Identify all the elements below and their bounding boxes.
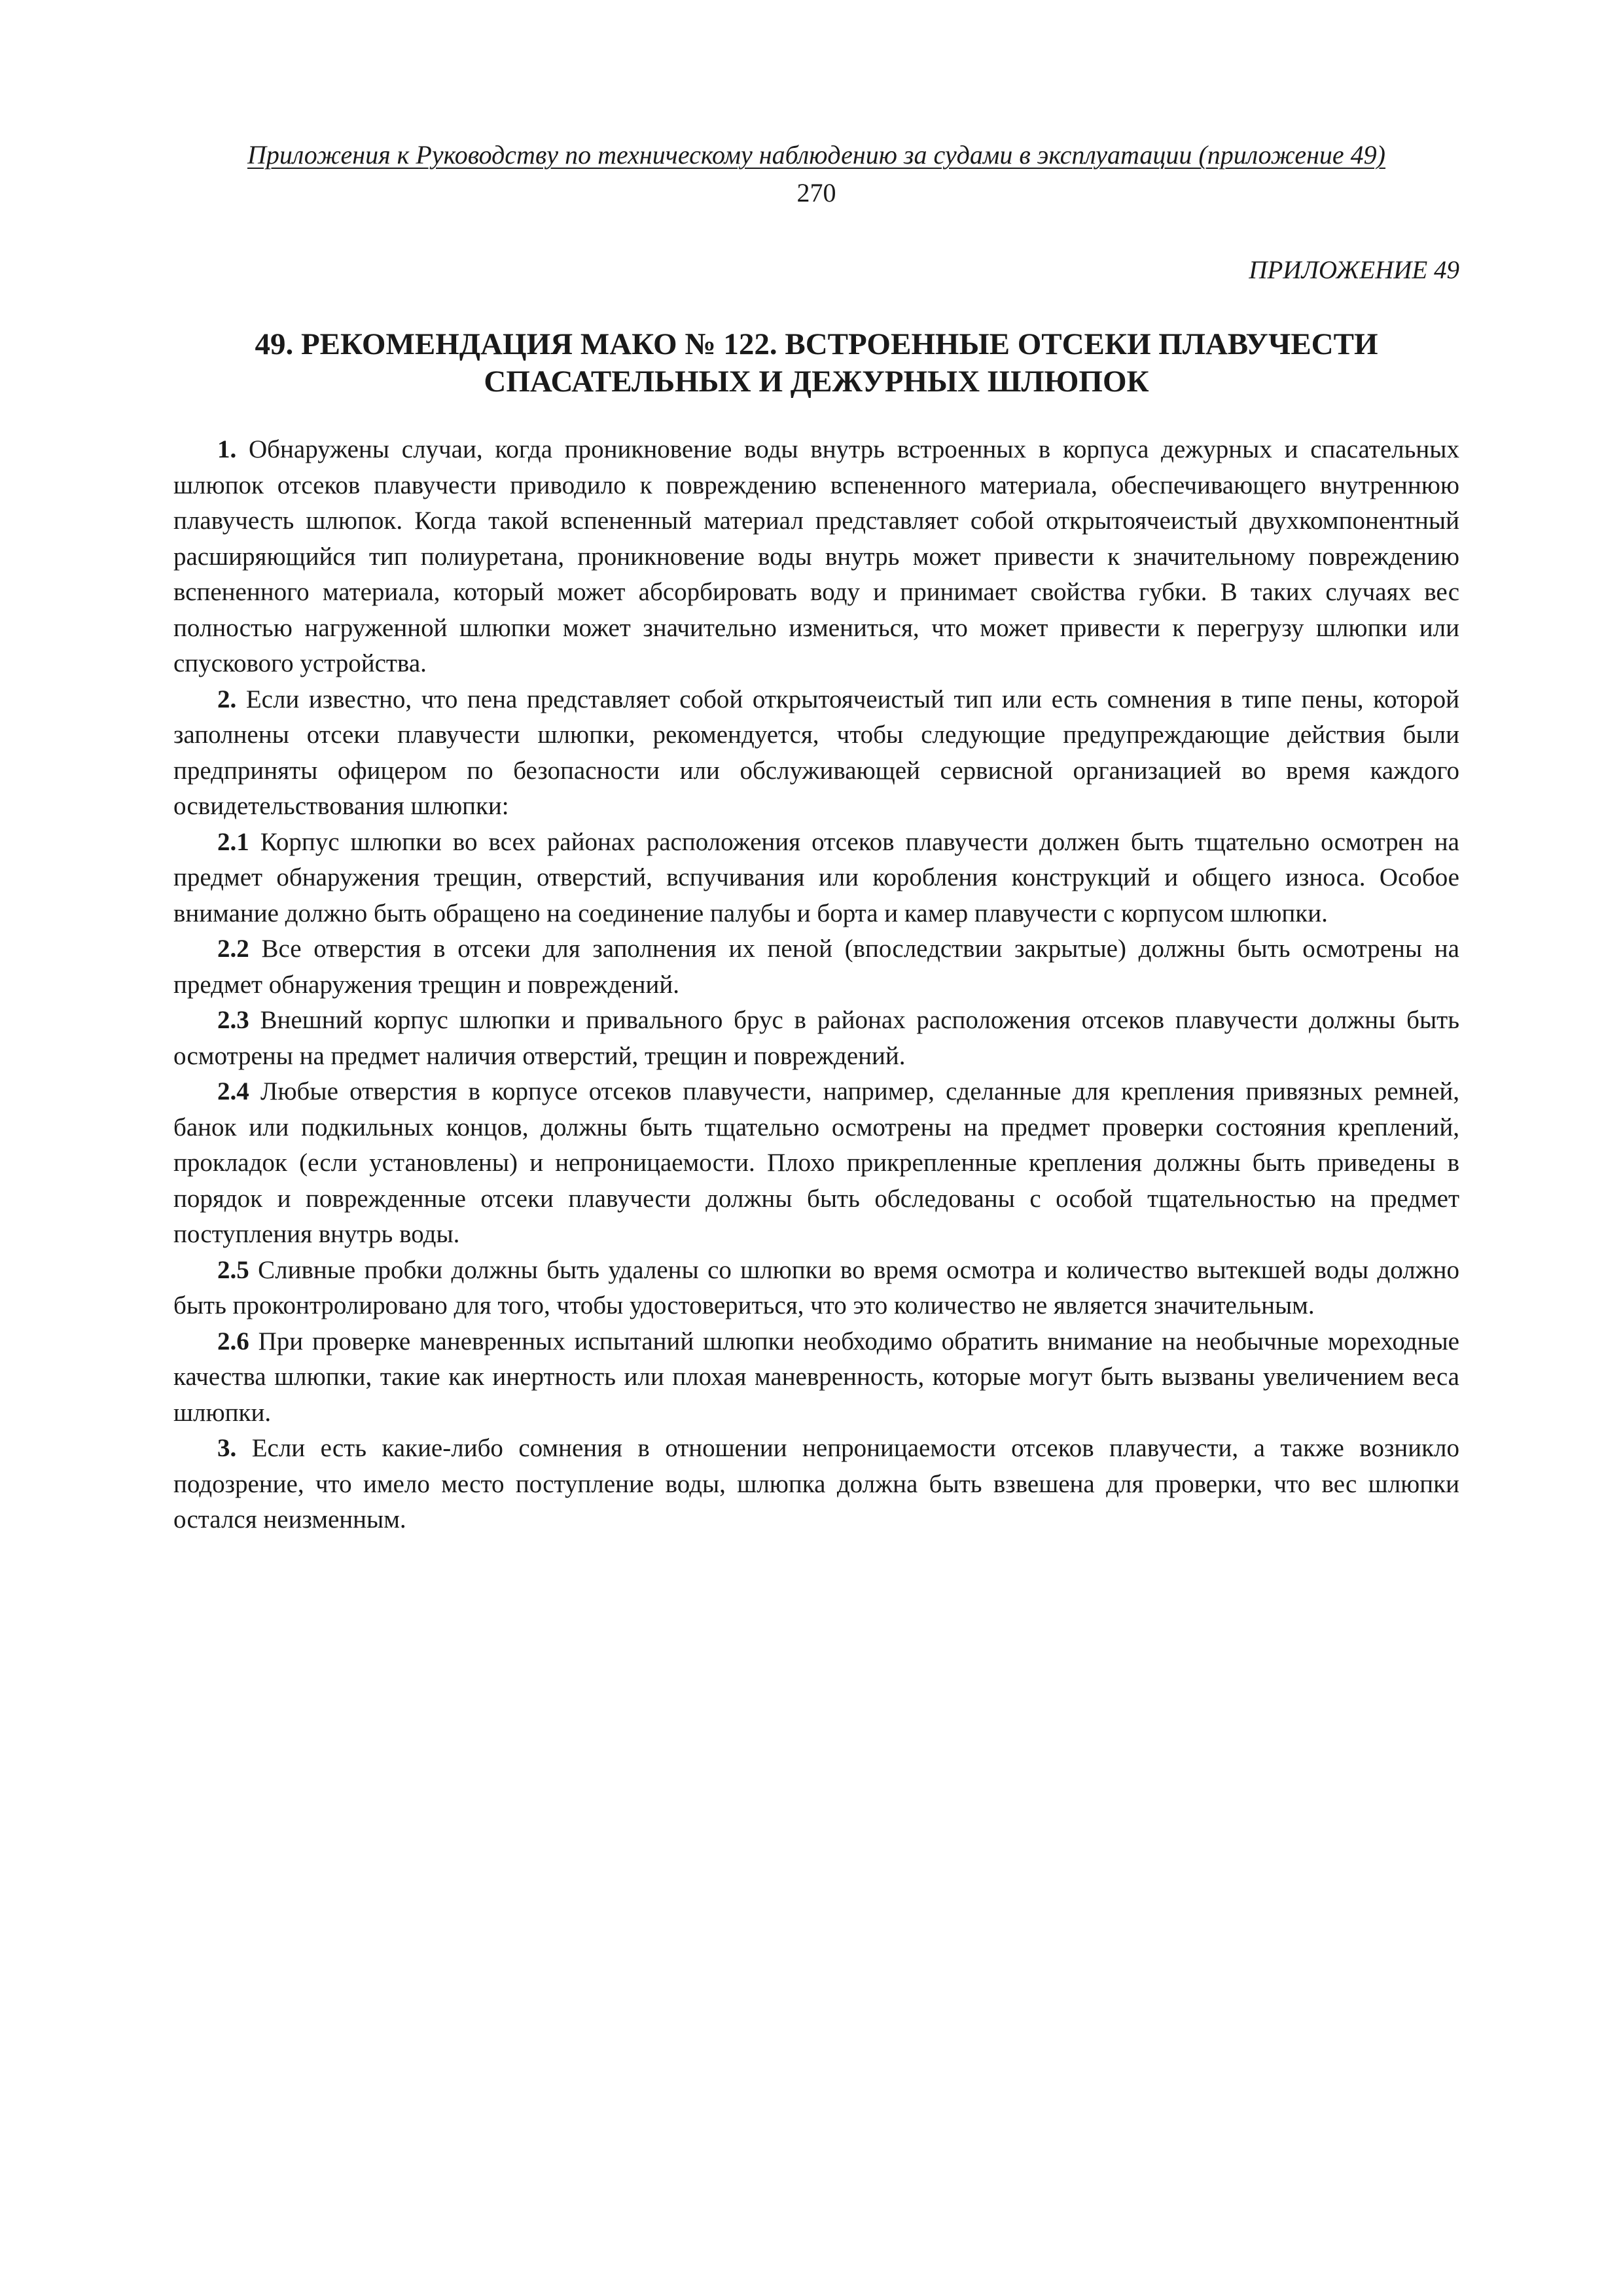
paragraph-2-2 (173, 931, 1459, 1003)
paragraph-text: Если известно, что пена представляет собой открытоячеистый тип или есть сомнения в типе пены, которой заполнены отсеки плавучести шлюпки, рекомендуется, чтобы следующие предупреждающие действия были предприняты офицером по безопасности или обслуживающей сервисной организацией во время каждого освидетельствования шлюпки: (173, 685, 1459, 820)
appendix-label: ПРИЛОЖЕНИЕ 49 (1249, 256, 1459, 284)
paragraph-number: 2.4 (217, 1077, 249, 1105)
paragraph-number: 1. (217, 435, 237, 463)
paragraph-text: Обнаружены случаи, когда проникновение воды внутрь встроенных в корпуса дежурных и спасательных шлюпок отсеков плавучести приводило к повреждению вспененного материала, обеспечивающего внутреннюю плавучесть шлюпок. Когда такой вспененный материал представляет собой открытоячеистый двухкомпонентный расширяющийся тип полиуретана, проникновение воды внутрь может привести к значительному повреждению вспененного материала, который может абсорбировать воду и принимает свойства губки. В таких случаях вес полностью нагруженной шлюпки может значительно измениться, что может привести к перегрузу шлюпки или спускового устройства. (173, 435, 1459, 677)
document-body (173, 432, 1459, 1538)
paragraph-text: При проверке маневренных испытаний шлюпки необходимо обратить внимание на необычные мореходные качества шлюпки, такие как инертность или плохая маневренность, которые могут быть вызваны увеличением веса шлюпки. (173, 1327, 1459, 1427)
paragraph-text: Любые отверстия в корпусе отсеков плавучести, например, сделанные для крепления привязных ремней, банок или подкильных концов, должны быть тщательно осмотрены на предмет проверки состояния креплений, прокладок (если установлены) и непроницаемости. Плохо прикрепленные крепления должны быть приведены в порядок и поврежденные отсеки плавучести должны быть обследованы с особой тщательностью на предмет поступления внутрь воды. (173, 1077, 1459, 1248)
paragraph-2 (173, 682, 1459, 825)
paragraph-2-3 (173, 1003, 1459, 1074)
paragraph-number: 2.5 (217, 1255, 249, 1284)
paragraph-text: Если есть какие-либо сомнения в отношении непроницаемости отсеков плавучести, а также возникло подозрение, что имело место поступление воды, шлюпка должна быть взвешена для проверки, что вес шлюпки остался неизменным. (173, 1434, 1459, 1534)
page-number: 270 (796, 178, 836, 207)
paragraph-2-4 (173, 1074, 1459, 1253)
paragraph-2-6 (173, 1324, 1459, 1431)
paragraph-number: 2.6 (217, 1327, 249, 1355)
paragraph-text: Сливные пробки должны быть удалены со шлюпки во время осмотра и количество вытекшей воды должно быть проконтролировано для того, чтобы удостовериться, что это количество не является значительным. (173, 1255, 1459, 1319)
paragraph-number: 2.3 (217, 1006, 249, 1034)
paragraph-number: 2. (217, 685, 237, 713)
paragraph-number: 3. (217, 1434, 237, 1462)
paragraph-3 (173, 1431, 1459, 1538)
paragraph-text: Корпус шлюпки во всех районах расположения отсеков плавучести должен быть тщательно осмотрен на предмет обнаружения трещин, отверстий, вспучивания или коробления конструкций и общего износа. Особое внимание должно быть обращено на соединение палубы и борта и камер плавучести с корпусом шлюпки. (173, 827, 1459, 927)
document-title-line-1: 49. РЕКОМЕНДАЦИЯ МАКО № 122. ВСТРОЕННЫЕ ОТСЕКИ ПЛАВУЧЕСТИ (255, 327, 1378, 361)
document-page (173, 139, 1459, 1538)
document-title (173, 326, 1459, 401)
paragraph-number: 2.2 (217, 935, 249, 963)
document-title-line-2: СПАСАТЕЛЬНЫХ И ДЕЖУРНЫХ ШЛЮПОК (484, 365, 1149, 399)
paragraph-text: Все отверстия в отсеки для заполнения их пеной (впоследствии закрытые) должны быть осмотрены на предмет обнаружения трещин и повреждений. (173, 935, 1459, 999)
paragraph-2-1 (173, 825, 1459, 932)
paragraph-text: Внешний корпус шлюпки и привального брус в районах расположения отсеков плавучести должны быть осмотрены на предмет наличия отверстий, трещин и повреждений. (173, 1006, 1459, 1070)
paragraph-number: 2.1 (217, 827, 249, 856)
running-header: Приложения к Руководству по техническому наблюдению за судами в эксплуатации (приложение 49) (247, 140, 1385, 170)
paragraph-2-5 (173, 1253, 1459, 1324)
paragraph-1 (173, 432, 1459, 682)
